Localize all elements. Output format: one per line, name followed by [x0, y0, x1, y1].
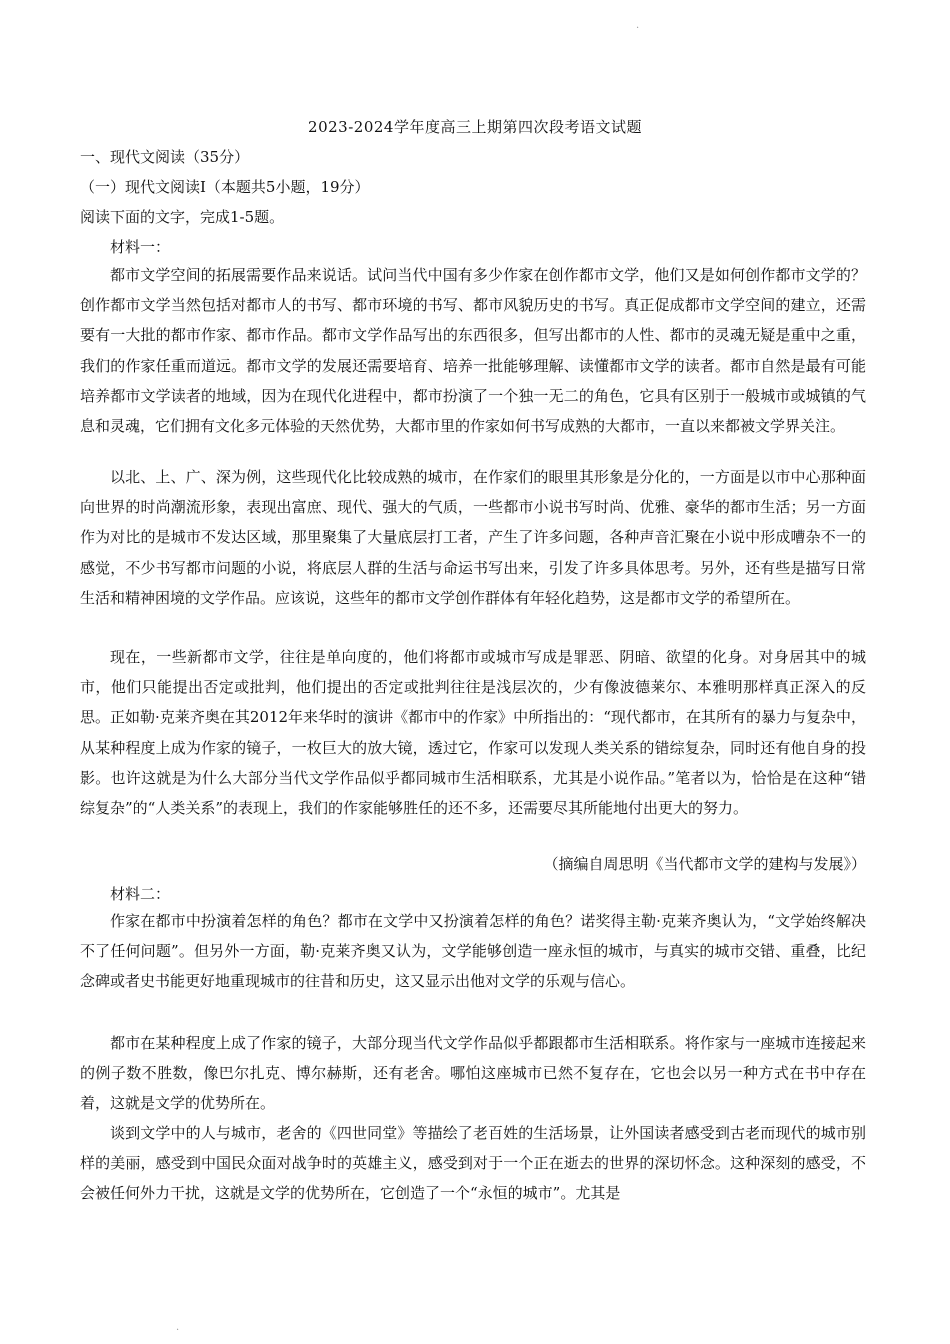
material1-label: 材料一：: [110, 238, 171, 256]
instruction: 阅读下面的文字，完成1-5题。: [80, 208, 285, 226]
bottom-mark: .: [176, 1322, 180, 1333]
subsection-heading: （一）现代文阅读Ⅰ（本题共5小题，19分）: [80, 178, 370, 196]
top-mark: .: [636, 20, 640, 31]
material1-source: （摘编自周思明《当代都市文学的建构与发展》）: [543, 855, 866, 873]
exam-title: 2023-2024学年度高三上期第四次段考语文试题: [308, 118, 642, 136]
material2-paragraph: 都市在某种程度上成了作家的镜子，大部分现当代文学作品似乎都跟都市生活相联系。将作家与一座城市连接起来的例子数不胜数，像巴尔扎克、博尔赫斯，还有老舍。哪怕这座城市已然不复存在，它也会以另一种方式在书中存在着，这就是文学的优势所在。: [80, 1034, 866, 1113]
material2-label: 材料二：: [110, 885, 171, 903]
section-heading: 一、现代文阅读（35分）: [80, 148, 250, 166]
material1-paragraph: 现在，一些新都市文学，往往是单向度的，他们将都市或城市写成是罪恶、阴暗、欲望的化身。对身居其中的城市，他们只能提出否定或批判，他们提出的否定或批判往往是浅层次的，少有像波德莱尔、本雅明那样真正深入的反思。正如勒·克莱齐奥在其2012年来华时的演讲《都市中的作家》中所指出的：“现代都市，在其所有的暴力与复杂中，从某种程度上成为作家的镜子，一枚巨大的放大镜，透过它，作家可以发现人类关系的错综复杂，同时还有他自身的投影。也许这就是为什么大部分当代文学作品似乎都同城市生活相联系，尤其是小说作品。”笔者以为，恰恰是在这种“错综复杂”的“人类关系”的表现上，我们的作家能够胜任的还不多，还需要尽其所能地付出更大的努力。: [80, 648, 866, 818]
material1-paragraph: 以北、上、广、深为例，这些现代化比较成熟的城市，在作家们的眼里其形象是分化的，一方面是以市中心那种面向世界的时尚潮流形象，表现出富庶、现代、强大的气质，一些都市小说书写时尚、优雅、豪华的都市生活；另一方面作为对比的是城市不发达区域，那里聚集了大量底层打工者，产生了许多问题，各种声音汇聚在小说中形成嘈杂不一的感觉，不少书写都市问题的小说，将底层人群的生活与命运书写出来，引发了许多具体思考。另外，还有些是描写日常生活和精神困境的文学作品。应该说，这些年的都市文学创作群体有年轻化趋势，这是都市文学的希望所在。: [80, 468, 866, 607]
material2-paragraph: 作家在都市中扮演着怎样的角色？都市在文学中又扮演着怎样的角色？诺奖得主勒·克莱齐奥认为，“文学始终解决不了任何问题”。但另外一方面，勒·克莱齐奥又认为，文学能够创造一座永恒的城市，与真实的城市交错、重叠，比纪念碑或者史书能更好地重现城市的往昔和历史，这又显示出他对文学的乐观与信心。: [80, 912, 866, 991]
material2-paragraph: 谈到文学中的人与城市，老舍的《四世同堂》等描绘了老百姓的生活场景，让外国读者感受到古老而现代的城市别样的美丽，感受到中国民众面对战争时的英雄主义，感受到对于一个正在逝去的世界的深切怀念。这种深刻的感受，不会被任何外力干扰，这就是文学的优势所在，它创造了一个“永恒的城市”。尤其是: [80, 1124, 866, 1203]
material1-paragraph: 都市文学空间的拓展需要作品来说话。试问当代中国有多少作家在创作都市文学，他们又是如何创作都市文学的？创作都市文学当然包括对都市人的书写、都市环境的书写、都市风貌历史的书写。真正促成都市文学空间的建立，还需要有一大批的都市作家、都市作品。都市文学作品写出的东西很多，但写出都市的人性、都市的灵魂无疑是重中之重，我们的作家任重而道远。都市文学的发展还需要培育、培养一批能够理解、读懂都市文学的读者。都市自然是最有可能培养都市文学读者的地域，因为在现代化进程中，都市扮演了一个独一无二的角色，它具有区别于一般城市或城镇的气息和灵魂，它们拥有文化多元体验的天然优势，大都市里的作家如何书写成熟的大都市，一直以来都被文学界关注。: [80, 266, 866, 436]
